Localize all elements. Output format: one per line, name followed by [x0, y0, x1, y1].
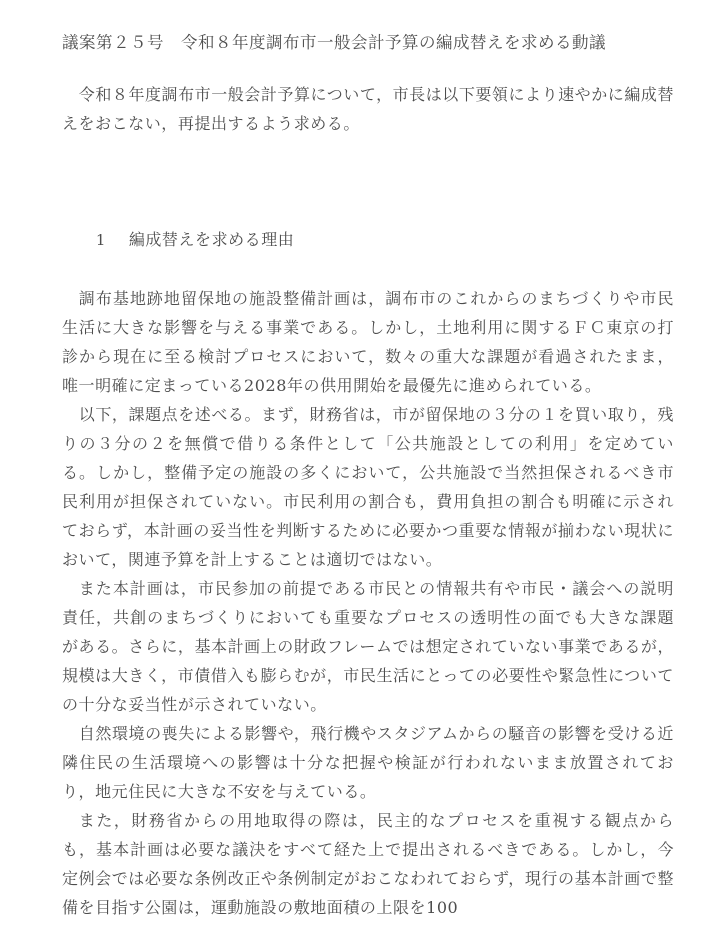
- section-number: 1: [95, 231, 106, 249]
- document-title: 議案第２５号 令和８年度調布市一般会計予算の編成替えを求める動議: [62, 33, 606, 52]
- paragraph-spacer: [62, 167, 674, 196]
- lead-paragraph: 令和８年度調布市一般会計予算について，市長は以下要領により速やかに編成替えをおこない，再提出するよう求める。: [62, 85, 674, 133]
- body-paragraph: 自然環境の喪失による影響や，飛行機やスタジアムからの騒音の影響を受ける近隣住民の生活環境への影響は十分な把握や検証が行われないまま放置されており，地元住民に大きな不安を与えている。: [62, 724, 674, 801]
- section-heading-label: 編成替えを求める理由: [128, 230, 295, 249]
- body-paragraph: また本計画は，市民参加の前提である市民との情報共有や市民・議会への説明責任，共創のまちづくりにおいても重要なプロセスの透明性の面でも大きな課題がある。さらに，基本計画上の財政フレームでは想定されていない事業であるが，規模は大きく，市債借入も膨らむが，市民生活にとっての必要性や緊急性についての十分な妥当性が示されていない。: [62, 579, 674, 714]
- section-body: [62, 284, 674, 922]
- section-heading: [62, 196, 674, 284]
- body-paragraph: 調布基地跡地留保地の施設整備計画は，調布市のこれからのまちづくりや市民生活に大きな影響を与える事業である。しかし，土地利用に関するＦＣ東京の打診から現在に至る検討プロセスにおいて，数々の重大な課題が看過されたまま，唯一明確に定まっている2028年の供用開始を最優先に進められている。: [62, 289, 674, 395]
- document-body: [62, 80, 674, 922]
- body-paragraph: また，財務省からの用地取得の際は，民主的なプロセスを重視する観点からも，基本計画は必要な議決をすべて経た上で提出されるべきである。しかし，今定例会では必要な条例改正や条例制定がおこなわれておらず，現行の基本計画で整備を目指す公園は，運動施設の敷地面積の上限を100: [62, 811, 674, 917]
- body-paragraph: 以下，課題点を述べる。まず，財務省は，市が留保地の３分の１を買い取り，残りの３分の２を無償で借りる条件として「公共施設としての利用」を定めている。しかし，整備予定の施設の多くにおいて，公共施設で当然担保されるべき市民利用が担保されていない。市民利用の割合も，費用負担の割合も明確に示されておらず，本計画の妥当性を判断するために必要かつ重要な情報が揃わない現状において，関連予算を計上することは適切ではない。: [62, 405, 674, 569]
